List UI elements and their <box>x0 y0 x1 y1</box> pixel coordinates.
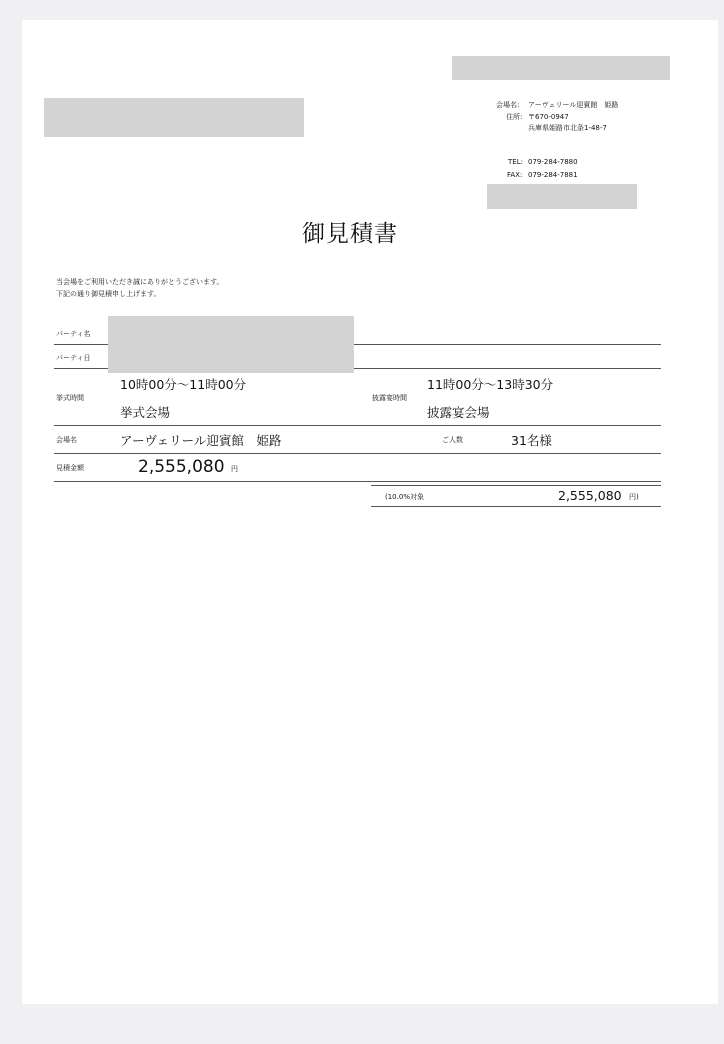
redacted-block-top-right <box>452 56 670 80</box>
address: 兵庫県姫路市北条1-48-7 <box>528 124 607 132</box>
summary-bottom-rule <box>371 506 661 507</box>
row-divider <box>54 481 661 482</box>
document-title: 御見積書 <box>302 221 398 247</box>
postal-code: 〒670-0947 <box>528 113 569 121</box>
redacted-block-contact <box>487 184 637 209</box>
ceremony-venue: 挙式会場 <box>120 405 171 420</box>
party-name-label: パーティ名 <box>56 330 91 338</box>
greeting-line-1: 当会場をご利用いただき誠にありがとうございます。 <box>56 278 224 286</box>
tax-label: (10.0%対象 <box>385 493 424 501</box>
tel-label: TEL: <box>508 158 523 166</box>
summary-top-rule <box>371 485 661 486</box>
fax-label: FAX: <box>507 171 523 179</box>
reception-venue: 披露宴会場 <box>427 405 490 420</box>
redacted-block-recipient <box>44 98 304 137</box>
fax-number: 079-284-7881 <box>528 171 578 179</box>
tax-amount: 2,555,080 <box>558 488 622 503</box>
estimate-currency: 円 <box>231 465 238 473</box>
ceremony-time-label: 挙式時間 <box>56 394 84 402</box>
estimate-document-page <box>22 20 718 1004</box>
row-divider <box>54 425 661 426</box>
venue-label: 会場名 <box>56 436 77 444</box>
address-label: 住所: <box>506 113 523 121</box>
guests-label: ご人数 <box>442 436 463 444</box>
tax-currency: 円) <box>629 493 639 501</box>
venue-name: アーヴェリール迎賓館 姫路 <box>528 101 619 109</box>
tel-number: 079-284-7880 <box>528 158 578 166</box>
greeting-line-2: 下記の通り御見積申し上げます。 <box>56 290 161 298</box>
venue-name-value: アーヴェリール迎賓館 姫路 <box>120 433 282 448</box>
venue-name-label: 会場名: <box>496 101 520 109</box>
guests-count: 31名様 <box>511 433 552 448</box>
party-date-label: パーティ日 <box>56 354 91 362</box>
estimate-label: 見積金額 <box>56 464 84 472</box>
row-divider <box>54 453 661 454</box>
reception-time: 11時00分〜13時30分 <box>427 377 554 392</box>
ceremony-time: 10時00分〜11時00分 <box>120 377 247 392</box>
reception-time-label: 披露宴時間 <box>372 394 407 402</box>
redacted-block-party-info <box>108 316 354 373</box>
estimate-amount: 2,555,080 <box>138 457 225 477</box>
